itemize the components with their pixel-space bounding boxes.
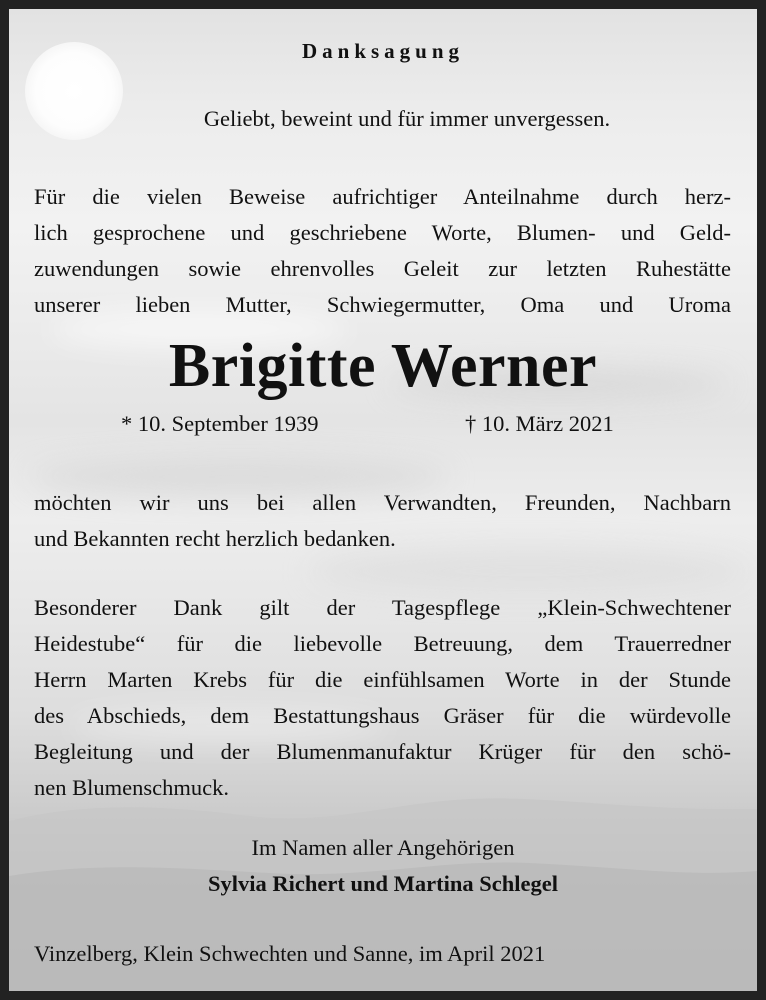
paragraph-line: Für die vielen Beweise aufrichtiger Anteilnahme durch herz- xyxy=(34,184,731,209)
special-thanks-paragraph xyxy=(34,590,731,806)
deceased-name: Brigitte Werner xyxy=(168,332,598,400)
paragraph-line: zuwendungen sowie ehrenvolles Geleit zur letzten Ruhestätte xyxy=(34,256,731,281)
place-and-date: Vinzelberg, Klein Schwechten und Sanne, im April 2021 xyxy=(34,941,546,966)
intro-paragraph xyxy=(34,179,731,323)
paragraph-line: des Abschieds, dem Bestattungshaus Gräser für die würdevolle xyxy=(34,703,731,728)
paragraph-line: Begleitung und der Blumenmanufaktur Krüger für den schö- xyxy=(34,739,731,764)
paragraph-line: Besonderer Dank gilt der Tagespflege „Klein-Schwechtener xyxy=(34,595,731,620)
paragraph-line: nen Blumenschmuck. xyxy=(34,775,229,800)
notice-heading: Danksagung xyxy=(301,39,465,63)
paragraph-line: Heidestube“ für die liebevolle Betreuung, dem Trauerredner xyxy=(34,631,731,656)
motto: Geliebt, beweint und für immer unvergessen. xyxy=(203,106,611,131)
paragraph-line: lich gesprochene und geschriebene Worte, Blumen- und Geld- xyxy=(34,220,731,245)
birth-date: * 10. September 1939 xyxy=(121,411,319,436)
death-date: † 10. März 2021 xyxy=(465,411,614,436)
paragraph-line: und Bekannten recht herzlich bedanken. xyxy=(34,526,396,551)
thanks-paragraph xyxy=(34,485,731,557)
signature-intro: Im Namen aller Angehörigen xyxy=(251,835,515,860)
paragraph-line: unserer lieben Mutter, Schwiegermutter, Oma und Uroma xyxy=(34,292,731,317)
signature-names: Sylvia Richert und Martina Schlegel xyxy=(208,871,558,896)
paragraph-line: möchten wir uns bei allen Verwandten, Freunden, Nachbarn xyxy=(34,490,731,515)
paragraph-line: Herrn Marten Krebs für die einfühlsamen Worte in der Stunde xyxy=(34,667,731,692)
